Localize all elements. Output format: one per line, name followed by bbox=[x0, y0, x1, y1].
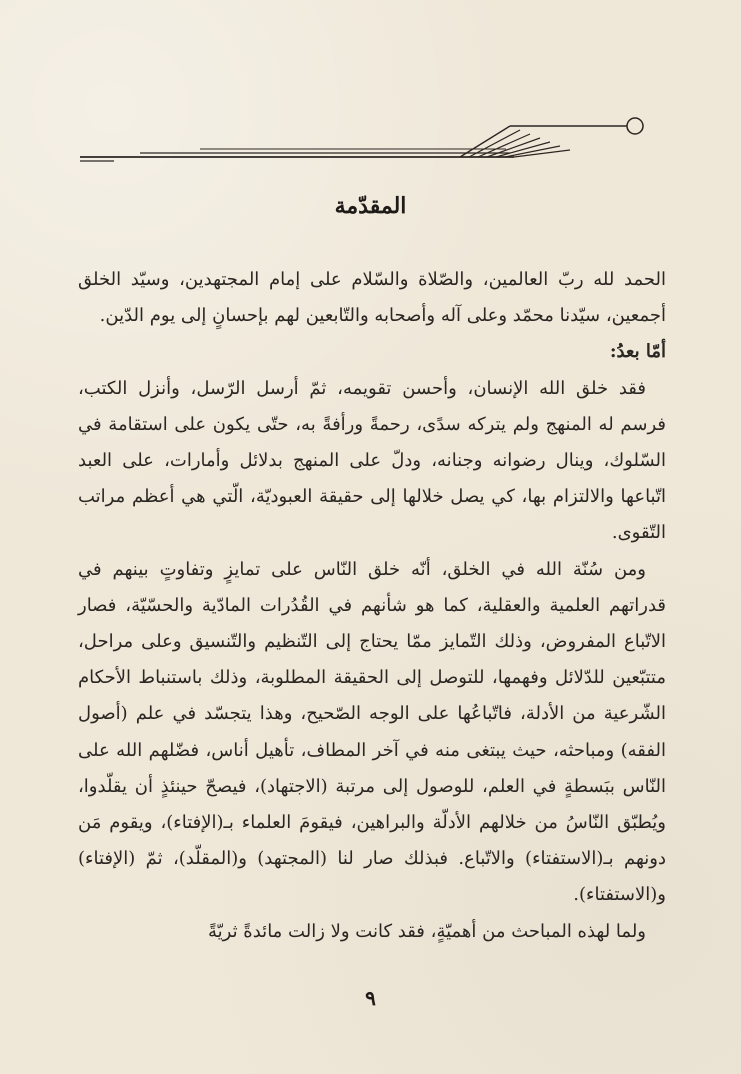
document-body bbox=[78, 262, 666, 950]
paragraph-transition: أمّا بعدُ: bbox=[609, 341, 666, 363]
page-title: المقدّمة bbox=[334, 193, 407, 219]
page-number: ٩ bbox=[365, 986, 376, 1010]
paragraph-creation: فقد خلق الله الإنسان، وأحسن تقويمه، ثمّ أرسل الرّسل، وأنزل الكتب، فرسم له المنهج ولم يتركه سدًى، رحمةً ورأفةً به، حتّى يكون على استقامة في السّلوك، وينال رضوانه وجنانه، ودلّ على المنهج بدلائل وأمارات، على العبد اتّباعها والالتزام بها، كي يصل خلالها إلى حقيقة العبوديّة، الّتي هي أعظم مراتب التّقوى. bbox=[78, 377, 666, 544]
paragraph-importance: ولما لهذه المباحث من أهميّةٍ، فقد كانت ولا زالت مائدةً ثريّةً bbox=[207, 920, 646, 942]
paragraph-sunna: ومن سُنّة الله في الخلق، أنّه خلق النّاس على تمايزٍ وتفاوتٍ بينهم في قدراتهم العلمية والعقلية، كما هو شأنهم في القُدُرات المادّية والحسّيّة، فصار الاتّباع المفروض، وذلك التّمايز ممّا يحتاج إلى التّنظيم والتّنسيق وعلى مراحل، متتبّعين للدّلائل وفهمها، للتوصل إلى الحقيقة المطلوبة، وذلك باستنباط الأحكام الشّرعية من الأدلة، فاتّباعُها على الوجه الصّحيح، وهذا يتجسّد في علم (أصول الفقه) ومباحثه، حيث يبتغى منه في آخر المطاف، تأهيل أناس، فضّلهم الله على النّاس ببَسطةٍ في العلم، للوصول إلى مرتبة (الاجتهاد)، فيصحّ حينئذٍ أن يقلّدوا، ويُطبّق النّاسُ من خلالهم الأدلّة والبراهين، فيقومَ العلماء بـ(الإفتاء)، ويقوم مَن دونهم بـ(الاستفتاء) والاتّباع. فبذلك صار لنا (المجتهد) و(المقلّد)، ثمّ (الإفتاء) و(الاستفتاء). bbox=[78, 558, 666, 906]
paragraph-intro: الحمد لله ربّ العالمين، والصّلاة والسّلام على إمام المجتهدين، وسيّد الخلق أجمعين، سيّدنا محمّد وعلى آله وأصحابه والتّابعين لهم بإحسانٍ إلى يوم الدّين. bbox=[78, 269, 666, 327]
header-ornament-icon bbox=[80, 112, 655, 164]
